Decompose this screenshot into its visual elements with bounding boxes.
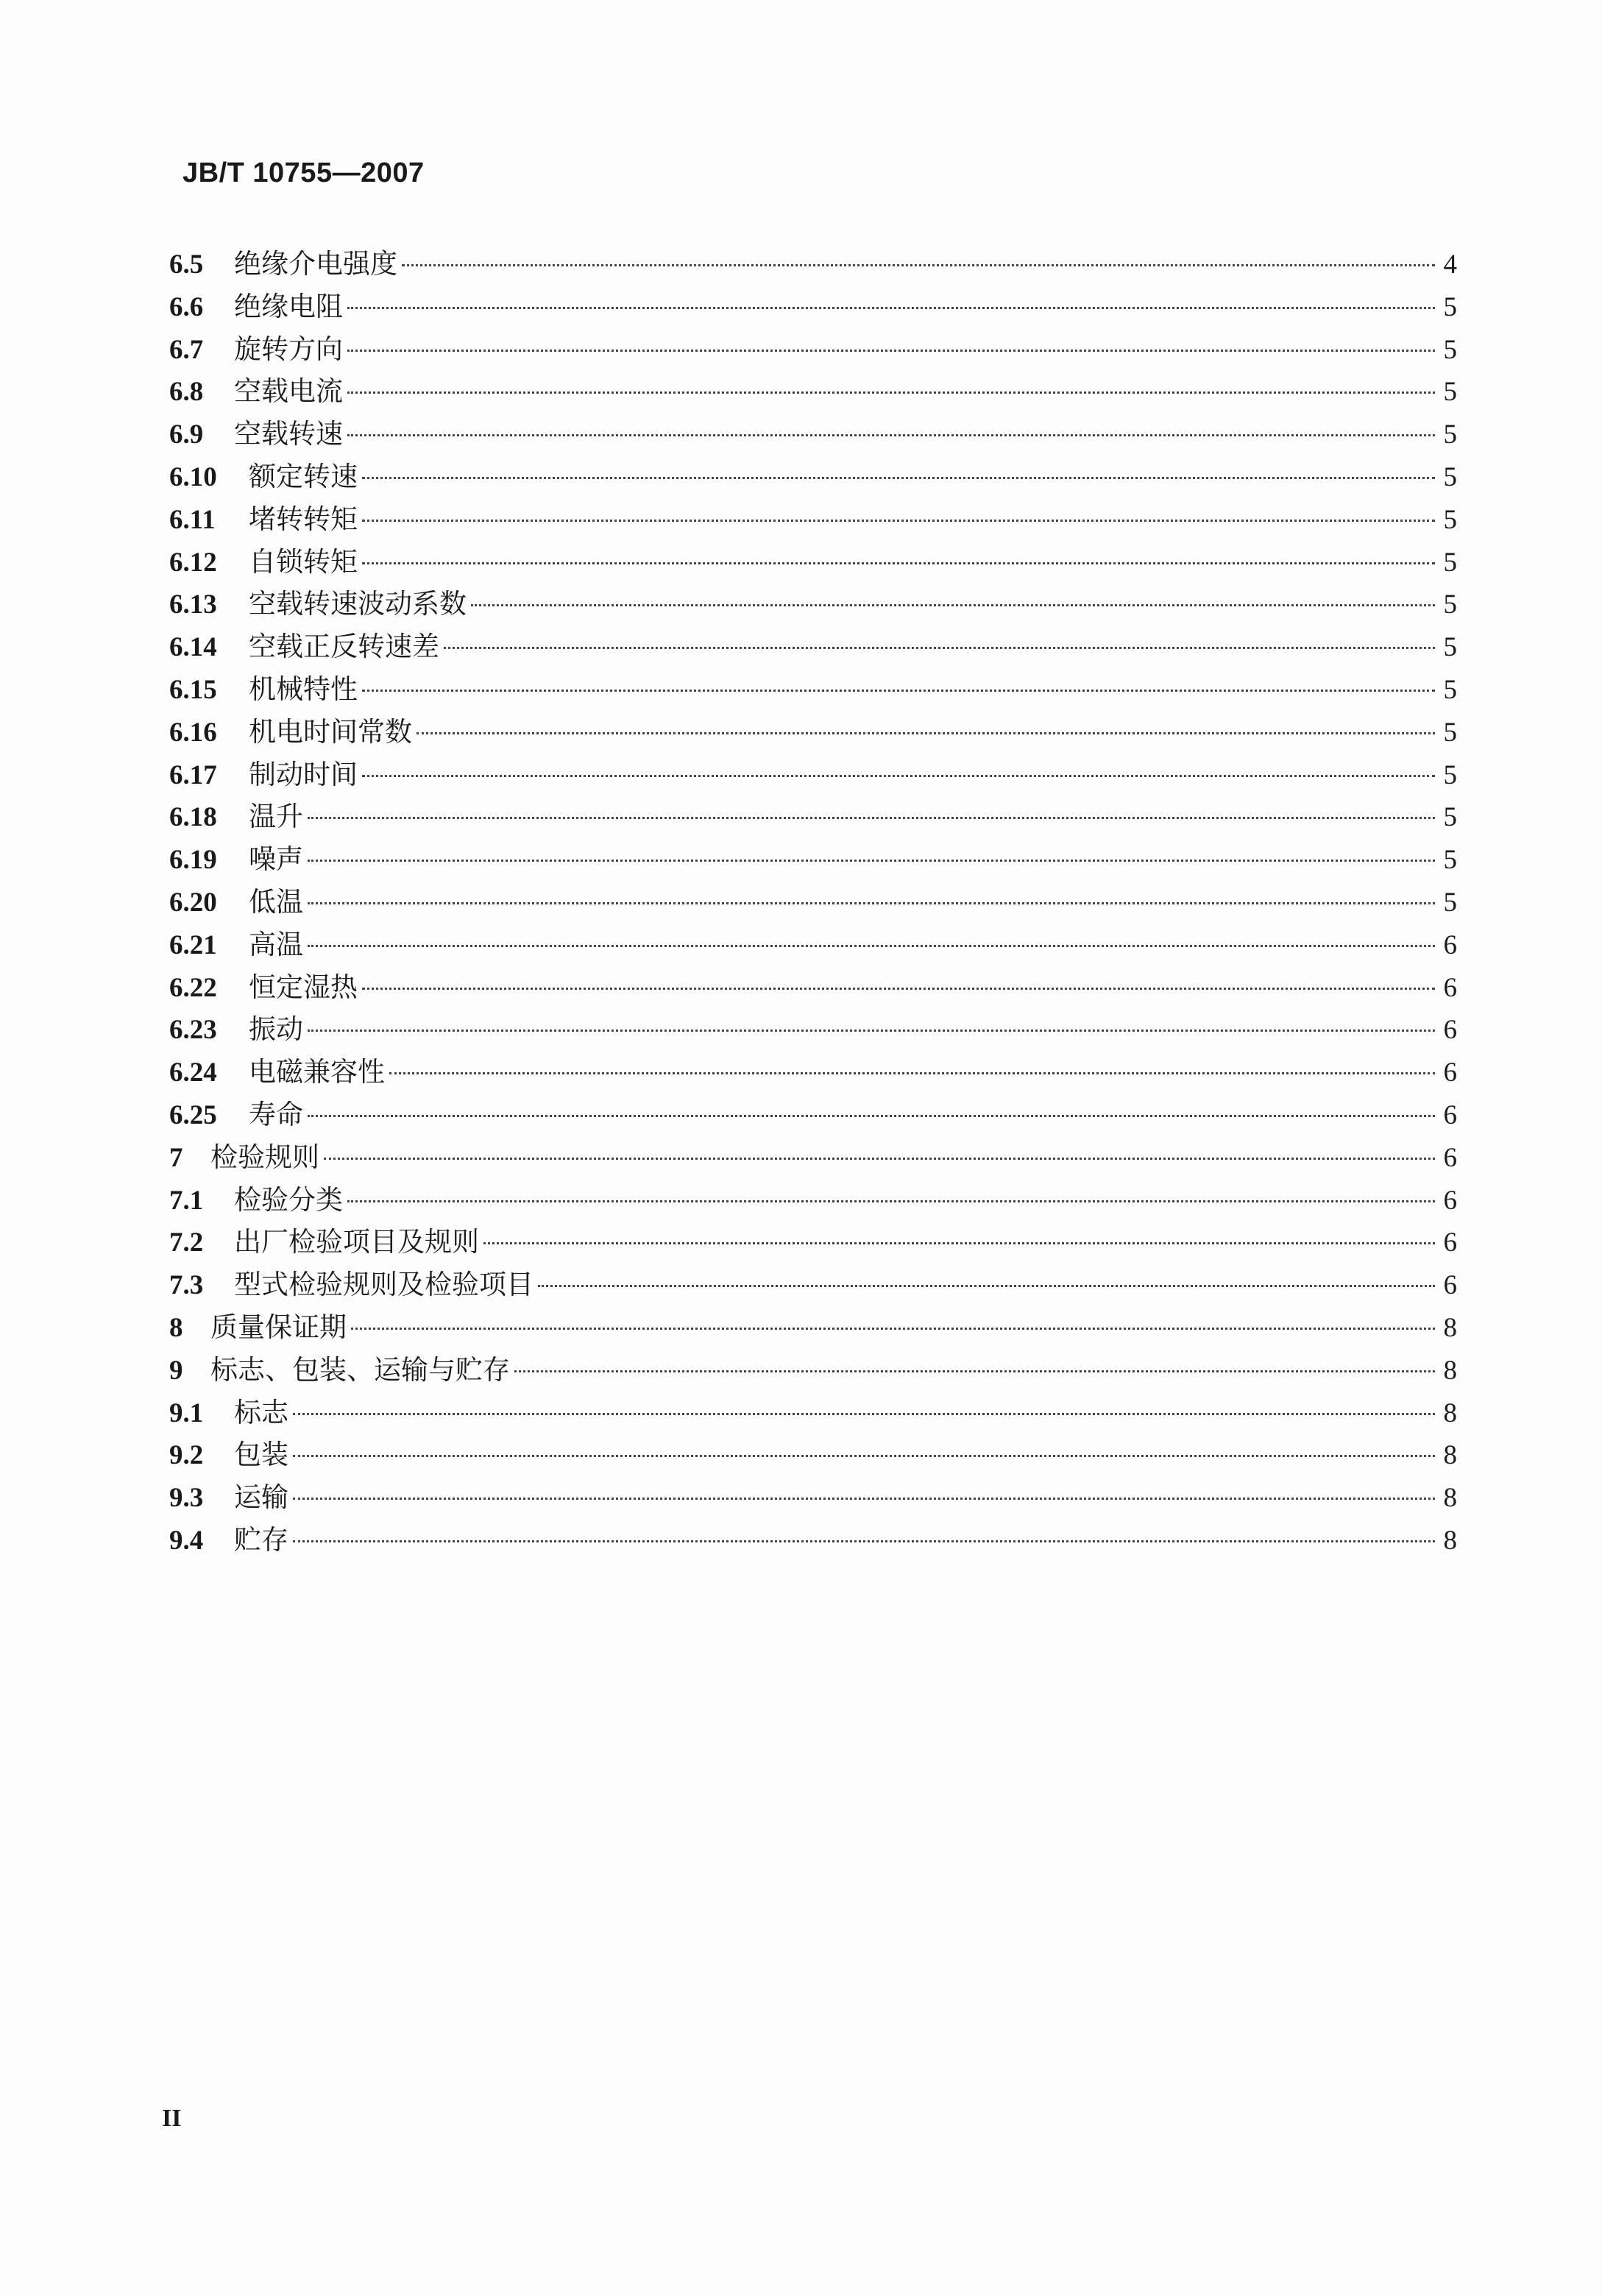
toc-entry[interactable] <box>169 498 1457 541</box>
toc-dot-leader <box>308 1030 1435 1032</box>
toc-dot-leader <box>308 1115 1435 1117</box>
toc-entry-number: 7.2 <box>169 1227 204 1258</box>
toc-entry[interactable] <box>169 370 1457 413</box>
toc-entry[interactable] <box>169 1392 1457 1434</box>
toc-entry-title: 寿命 <box>249 1098 303 1130</box>
toc-entry-number: 6.12 <box>169 547 217 578</box>
toc-entry[interactable] <box>169 1221 1457 1264</box>
toc-entry-number: 6.10 <box>169 461 217 492</box>
toc-entry-page: 5 <box>1443 845 1457 876</box>
toc-entry-page: 5 <box>1443 547 1457 578</box>
toc-entry[interactable] <box>169 1179 1457 1222</box>
toc-entry-number: 6.7 <box>169 334 204 365</box>
toc-entry-title: 标志、包装、运输与贮存 <box>210 1353 510 1386</box>
toc-entry-title: 温升 <box>249 801 303 833</box>
toc-entry-title: 标志 <box>234 1396 288 1428</box>
toc-entry[interactable] <box>169 1476 1457 1519</box>
toc-entry-title: 旋转方向 <box>234 333 343 365</box>
toc-dot-leader <box>351 1328 1435 1330</box>
toc-entry[interactable] <box>169 328 1457 371</box>
toc-entry-number: 6.8 <box>169 377 204 408</box>
toc-entry-title: 额定转速 <box>249 460 358 492</box>
toc-entry-page: 6 <box>1443 972 1457 1003</box>
toc-entry-title: 检验规则 <box>210 1141 319 1173</box>
toc-dot-leader <box>389 1072 1435 1074</box>
toc-entry-title: 机电时间常数 <box>249 715 412 748</box>
toc-dot-leader <box>362 520 1435 522</box>
toc-entry[interactable] <box>169 668 1457 711</box>
toc-entry-page: 8 <box>1443 1440 1457 1471</box>
toc-entry-number: 6.11 <box>169 504 216 535</box>
toc-entry-title: 高温 <box>249 928 303 960</box>
toc-entry-title: 空载转速 <box>234 418 343 450</box>
toc-entry[interactable] <box>169 924 1457 966</box>
toc-entry-number: 6.22 <box>169 972 217 1003</box>
toc-entry-title: 绝缘电阻 <box>234 290 343 322</box>
toc-entry-title: 质量保证期 <box>210 1311 347 1343</box>
toc-entry-number: 6.14 <box>169 632 217 663</box>
toc-entry-number: 9.2 <box>169 1440 204 1471</box>
toc-entry-number: 6.5 <box>169 249 204 280</box>
toc-entry-number: 6.6 <box>169 291 204 322</box>
toc-entry-page: 6 <box>1443 1057 1457 1088</box>
toc-entry-page: 5 <box>1443 377 1457 408</box>
toc-entry-number: 6.19 <box>169 845 217 876</box>
toc-dot-leader <box>293 1455 1435 1457</box>
toc-entry-number: 6.16 <box>169 717 217 748</box>
toc-dot-leader <box>347 307 1435 309</box>
toc-entry-number: 9.3 <box>169 1483 204 1514</box>
toc-dot-leader <box>402 264 1435 266</box>
toc-entry-number: 7.1 <box>169 1185 204 1216</box>
toc-entry-number: 8 <box>169 1312 183 1343</box>
toc-entry-page: 8 <box>1443 1525 1457 1556</box>
toc-entry-title: 出厂检验项目及规则 <box>234 1226 479 1258</box>
toc-entry-number: 6.18 <box>169 802 217 833</box>
toc-entry-number: 6.20 <box>169 887 217 918</box>
toc-dot-leader <box>347 391 1435 394</box>
toc-entry-title: 堵转转矩 <box>249 503 358 535</box>
table-of-contents <box>169 243 1457 1562</box>
toc-dot-leader <box>538 1285 1435 1287</box>
toc-entry-number: 9.4 <box>169 1525 204 1556</box>
toc-entry[interactable] <box>169 1094 1457 1136</box>
toc-entry-title: 空载电流 <box>234 375 343 408</box>
toc-dot-leader <box>471 604 1435 606</box>
toc-entry-title: 空载转速波动系数 <box>249 588 467 620</box>
toc-entry-page: 5 <box>1443 887 1457 918</box>
toc-entry[interactable] <box>169 838 1457 881</box>
toc-dot-leader <box>308 945 1435 947</box>
toc-entry[interactable] <box>169 286 1457 328</box>
toc-entry-number: 6.25 <box>169 1099 217 1130</box>
toc-entry-page: 5 <box>1443 504 1457 535</box>
toc-entry-title: 空载正反转速差 <box>249 631 439 663</box>
toc-entry[interactable] <box>169 754 1457 796</box>
toc-entry-page: 5 <box>1443 717 1457 748</box>
toc-entry-page: 8 <box>1443 1483 1457 1514</box>
toc-entry-title: 绝缘介电强度 <box>234 248 397 280</box>
toc-entry-number: 9 <box>169 1355 183 1386</box>
toc-entry-page: 6 <box>1443 929 1457 960</box>
toc-entry-page: 8 <box>1443 1355 1457 1386</box>
toc-entry-page: 5 <box>1443 759 1457 790</box>
toc-dot-leader <box>362 477 1435 479</box>
toc-entry[interactable] <box>169 583 1457 626</box>
toc-entry-page: 8 <box>1443 1397 1457 1428</box>
toc-dot-leader <box>347 434 1435 436</box>
toc-entry-number: 6.15 <box>169 674 217 705</box>
toc-entry-number: 9.1 <box>169 1397 204 1428</box>
toc-entry[interactable] <box>169 243 1457 286</box>
toc-dot-leader <box>293 1498 1435 1500</box>
toc-dot-leader <box>362 562 1435 564</box>
toc-entry-title: 恒定湿热 <box>249 971 358 1003</box>
toc-entry-page: 5 <box>1443 461 1457 492</box>
toc-dot-leader <box>362 988 1435 990</box>
toc-dot-leader <box>347 350 1435 352</box>
toc-entry-page: 6 <box>1443 1270 1457 1301</box>
toc-entry-page: 5 <box>1443 674 1457 705</box>
toc-entry-number: 6.9 <box>169 419 204 450</box>
toc-entry-page: 6 <box>1443 1099 1457 1130</box>
toc-dot-leader <box>444 647 1435 649</box>
toc-entry-title: 包装 <box>234 1439 288 1471</box>
toc-entry-page: 6 <box>1443 1227 1457 1258</box>
toc-dot-leader <box>308 860 1435 862</box>
toc-entry[interactable] <box>169 1051 1457 1094</box>
toc-dot-leader <box>324 1158 1435 1160</box>
toc-entry-title: 自锁转矩 <box>249 545 358 578</box>
toc-dot-leader <box>514 1370 1435 1372</box>
toc-entry[interactable] <box>169 711 1457 754</box>
toc-entry-page: 6 <box>1443 1185 1457 1216</box>
toc-entry[interactable] <box>169 1008 1457 1051</box>
toc-entry[interactable] <box>169 1306 1457 1349</box>
toc-entry[interactable] <box>169 966 1457 1009</box>
toc-entry-title: 机械特性 <box>249 673 358 705</box>
toc-entry[interactable] <box>169 626 1457 668</box>
toc-entry[interactable] <box>169 413 1457 456</box>
toc-entry-number: 6.13 <box>169 589 217 620</box>
toc-entry-title: 制动时间 <box>249 758 358 790</box>
toc-dot-leader <box>293 1413 1435 1415</box>
toc-entry[interactable] <box>169 456 1457 498</box>
page-number-footer: II <box>162 2105 182 2132</box>
toc-entry-page: 8 <box>1443 1312 1457 1343</box>
toc-entry[interactable] <box>169 541 1457 584</box>
toc-dot-leader <box>362 690 1435 692</box>
toc-dot-leader <box>293 1540 1435 1542</box>
toc-entry-title: 运输 <box>234 1481 288 1514</box>
toc-entry-title: 型式检验规则及检验项目 <box>234 1269 534 1301</box>
toc-entry-page: 5 <box>1443 632 1457 663</box>
toc-entry-number: 6.17 <box>169 759 217 790</box>
toc-entry[interactable] <box>169 1264 1457 1306</box>
toc-dot-leader <box>417 732 1435 734</box>
toc-entry-number: 6.24 <box>169 1057 217 1088</box>
toc-entry-page: 5 <box>1443 334 1457 365</box>
toc-entry-title: 振动 <box>249 1013 303 1046</box>
toc-entry-page: 6 <box>1443 1142 1457 1173</box>
toc-entry-title: 检验分类 <box>234 1183 343 1216</box>
toc-dot-leader <box>308 817 1435 819</box>
toc-entry-page: 6 <box>1443 1015 1457 1046</box>
toc-dot-leader <box>483 1242 1435 1244</box>
toc-dot-leader <box>347 1200 1435 1202</box>
toc-dot-leader <box>362 775 1435 777</box>
document-code-header: JB/T 10755—2007 <box>182 157 425 188</box>
toc-entry-number: 7 <box>169 1142 183 1173</box>
toc-entry[interactable] <box>169 1434 1457 1476</box>
toc-entry[interactable] <box>169 1349 1457 1392</box>
toc-entry-number: 7.3 <box>169 1270 204 1301</box>
toc-entry-number: 6.21 <box>169 929 217 960</box>
toc-entry-page: 5 <box>1443 419 1457 450</box>
toc-entry-page: 5 <box>1443 802 1457 833</box>
toc-entry[interactable] <box>169 796 1457 838</box>
toc-entry-title: 电磁兼容性 <box>249 1056 385 1088</box>
toc-entry-number: 6.23 <box>169 1015 217 1046</box>
toc-entry-page: 5 <box>1443 589 1457 620</box>
toc-entry-page: 4 <box>1443 249 1457 280</box>
toc-entry[interactable] <box>169 881 1457 924</box>
toc-entry-title: 低温 <box>249 885 303 918</box>
toc-entry-title: 贮存 <box>234 1523 288 1556</box>
toc-entry-title: 噪声 <box>249 843 303 876</box>
toc-entry[interactable] <box>169 1136 1457 1179</box>
toc-entry[interactable] <box>169 1519 1457 1562</box>
toc-entry-page: 5 <box>1443 291 1457 322</box>
toc-dot-leader <box>308 902 1435 904</box>
